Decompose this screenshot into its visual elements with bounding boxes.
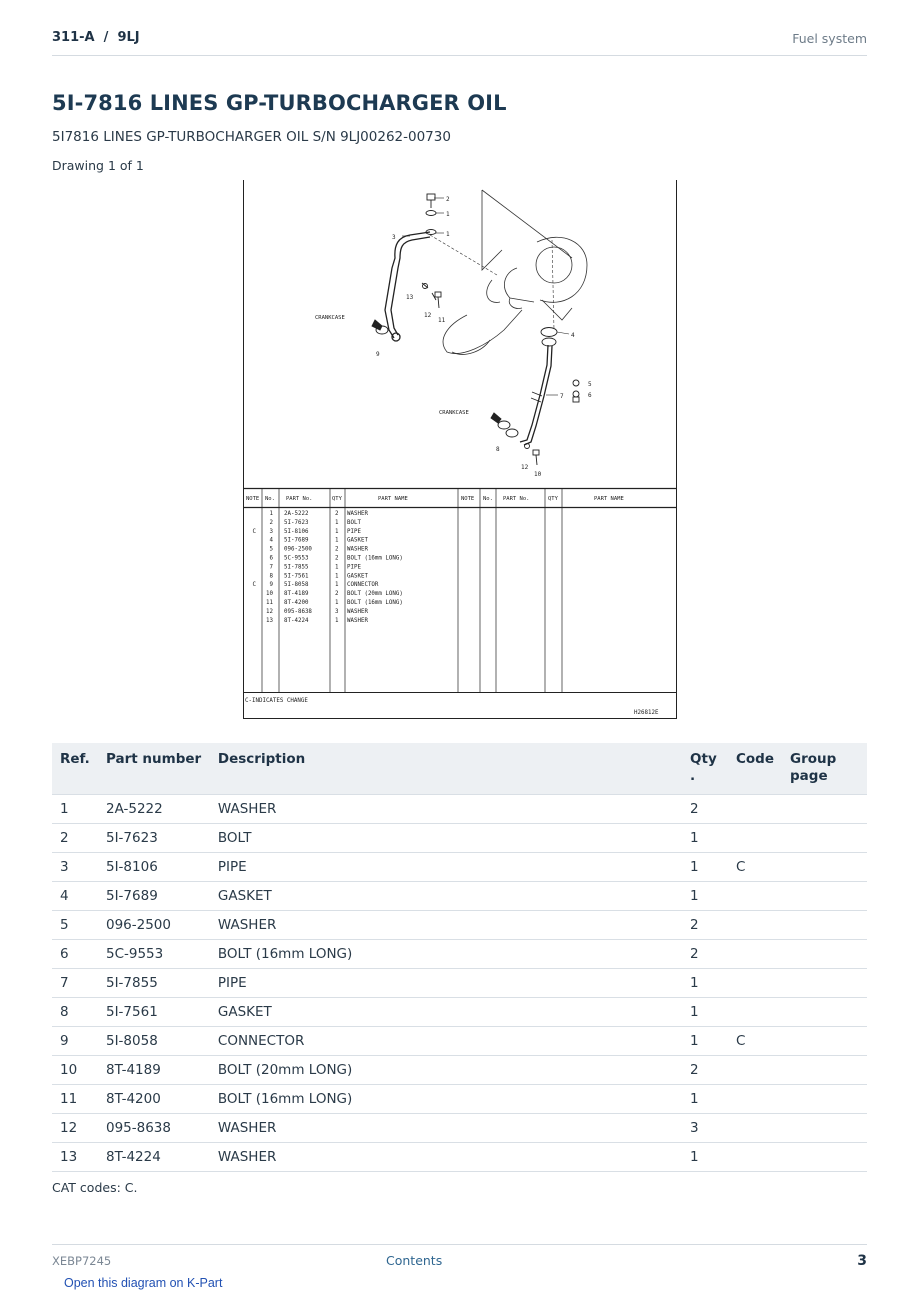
description-cell: BOLT (20mm LONG) xyxy=(210,1056,682,1085)
page-number: 3 xyxy=(857,1253,867,1269)
drawing-row-name: GASKET xyxy=(347,573,368,580)
ref-cell: 13 xyxy=(52,1143,98,1172)
document-code: XEBP7245 xyxy=(52,1254,112,1268)
ref-cell: 5 xyxy=(52,911,98,940)
open-k-part-link[interactable]: Open this diagram on K-Part xyxy=(64,1276,223,1290)
drawing-row-qty: 1 xyxy=(335,600,339,606)
drawing-row-name: GASKET xyxy=(347,537,368,544)
code-cell xyxy=(728,998,782,1027)
group-page-cell xyxy=(782,1027,867,1056)
page-footer xyxy=(52,1244,867,1274)
ref-cell: 3 xyxy=(52,853,98,882)
drawing-row-part: 5I-8106 xyxy=(284,528,309,535)
part-number-cell: 8T-4200 xyxy=(98,1085,210,1114)
contents-link[interactable]: Contents xyxy=(386,1253,443,1268)
drawing-row-qty: 2 xyxy=(335,555,339,562)
parts-table-body xyxy=(52,795,867,1172)
table-row xyxy=(52,969,867,998)
ref-cell: 7 xyxy=(52,969,98,998)
parts-diagram[interactable] xyxy=(242,180,678,723)
model-label: 311-A / 9LJ xyxy=(52,30,140,45)
drawing-row-name: PIPE xyxy=(347,564,361,571)
table-row xyxy=(52,940,867,969)
part-number-cell: 8T-4189 xyxy=(98,1056,210,1085)
group-page-cell xyxy=(782,824,867,853)
callout-12a: 12 xyxy=(424,312,432,319)
drawing-row-note: C xyxy=(252,528,256,535)
drawing-row-no: 13 xyxy=(266,617,273,624)
drawing-row-no: 7 xyxy=(269,564,273,571)
callout-9: 9 xyxy=(376,351,380,358)
part-number-cell: 8T-4224 xyxy=(98,1143,210,1172)
code-cell: C xyxy=(728,853,782,882)
part-number-cell: 096-2500 xyxy=(98,911,210,940)
description-cell: BOLT xyxy=(210,824,682,853)
qty-cell: 1 xyxy=(682,824,728,853)
part-number-cell: 5I-7561 xyxy=(98,998,210,1027)
code-cell xyxy=(728,969,782,998)
code-cell xyxy=(728,1143,782,1172)
hdr-qty-left: QTY xyxy=(332,496,342,502)
group-page-cell xyxy=(782,1143,867,1172)
part-number-cell: 5I-7623 xyxy=(98,824,210,853)
qty-cell: 2 xyxy=(682,911,728,940)
part-number-cell: 5I-7689 xyxy=(98,882,210,911)
description-cell: WASHER xyxy=(210,795,682,824)
drawing-row-qty: 2 xyxy=(335,511,339,517)
group-page-cell xyxy=(782,969,867,998)
header-description: Description xyxy=(217,751,306,767)
drawing-row-no: 8 xyxy=(269,573,273,580)
drawing-row-part: 2A-5222 xyxy=(284,511,309,517)
callout-3: 3 xyxy=(392,234,396,241)
table-row xyxy=(52,824,867,853)
ref-cell: 10 xyxy=(52,1056,98,1085)
drawing-row-part: 8T-4189 xyxy=(284,591,309,598)
qty-cell: 2 xyxy=(682,940,728,969)
header-ref: Ref. xyxy=(60,751,90,767)
description-cell: GASKET xyxy=(210,882,682,911)
group-page-cell xyxy=(782,1114,867,1143)
table-row xyxy=(52,998,867,1027)
group-page-cell xyxy=(782,998,867,1027)
hdr-name-right: PART NAME xyxy=(594,496,624,502)
description-cell: PIPE xyxy=(210,853,682,882)
drawing-row-no: 12 xyxy=(266,608,273,615)
drawing-row-part: 8T-4224 xyxy=(284,617,309,624)
group-page-cell xyxy=(782,940,867,969)
callout-7: 7 xyxy=(560,393,564,400)
drawing-row-name: WASHER xyxy=(347,546,368,553)
drawing-row-part: 5I-7623 xyxy=(284,519,309,526)
ref-cell: 1 xyxy=(52,795,98,824)
group-page-cell xyxy=(782,1056,867,1085)
table-row xyxy=(52,1085,867,1114)
part-number-cell: 5I-8058 xyxy=(98,1027,210,1056)
hdr-qty-right: QTY xyxy=(548,496,558,502)
drawing-row-name: BOLT (16mm LONG) xyxy=(347,555,403,562)
drawing-row-no: 5 xyxy=(269,546,273,553)
qty-cell: 1 xyxy=(682,969,728,998)
ref-cell: 4 xyxy=(52,882,98,911)
code-cell xyxy=(728,824,782,853)
hdr-partno-left: PART No. xyxy=(286,496,313,502)
description-cell: PIPE xyxy=(210,969,682,998)
ref-cell: 6 xyxy=(52,940,98,969)
qty-cell: 1 xyxy=(682,853,728,882)
description-cell: CONNECTOR xyxy=(210,1027,682,1056)
code-cell xyxy=(728,1085,782,1114)
qty-cell: 3 xyxy=(682,1114,728,1143)
drawing-row-name: WASHER xyxy=(347,608,368,615)
hdr-no-right: No. xyxy=(483,496,493,502)
drawing-row-qty: 1 xyxy=(335,573,339,580)
drawing-row-qty: 2 xyxy=(335,546,339,553)
part-number-cell: 5I-7855 xyxy=(98,969,210,998)
drawing-row-qty: 1 xyxy=(335,617,339,624)
description-cell: BOLT (16mm LONG) xyxy=(210,1085,682,1114)
callout-12b: 12 xyxy=(521,464,529,471)
ref-cell: 12 xyxy=(52,1114,98,1143)
header-code: Code xyxy=(736,751,775,767)
drawing-row-no: 9 xyxy=(269,582,273,589)
part-number-cell: 5I-8106 xyxy=(98,853,210,882)
group-page-cell xyxy=(782,882,867,911)
hdr-partno-right: PART No. xyxy=(503,496,530,502)
change-note: C-INDICATES CHANGE xyxy=(245,698,308,704)
drawing-row-part: 096-2500 xyxy=(284,546,312,553)
page-header xyxy=(52,28,867,56)
group-page-cell xyxy=(782,1085,867,1114)
header-qty: Qty . xyxy=(690,751,717,784)
table-row xyxy=(52,1056,867,1085)
code-cell xyxy=(728,940,782,969)
header-group-page: Group page xyxy=(790,751,837,784)
drawing-row-part: 5I-7561 xyxy=(284,573,309,580)
drawing-row-part: 5C-9553 xyxy=(284,555,309,562)
group-page-cell xyxy=(782,911,867,940)
parts-table xyxy=(52,743,867,1172)
qty-cell: 2 xyxy=(682,795,728,824)
drawing-row-qty: 1 xyxy=(335,528,339,535)
cat-codes: CAT codes: C. xyxy=(52,1180,138,1195)
section-label: Fuel system xyxy=(792,31,867,46)
page-subtitle: 5I7816 LINES GP-TURBOCHARGER OIL S/N 9LJ00262-00730 xyxy=(52,129,451,145)
table-row xyxy=(52,882,867,911)
callout-10: 10 xyxy=(534,471,542,478)
hdr-note-left: NOTE xyxy=(246,496,260,502)
callout-11: 11 xyxy=(438,317,446,324)
table-row xyxy=(52,795,867,824)
callout-5: 5 xyxy=(588,381,592,388)
drawing-row-name: CONNECTOR xyxy=(347,582,379,589)
ref-cell: 9 xyxy=(52,1027,98,1056)
drawing-row-qty: 2 xyxy=(335,591,339,598)
part-number-cell: 095-8638 xyxy=(98,1114,210,1143)
description-cell: WASHER xyxy=(210,1114,682,1143)
drawing-id: H26812E xyxy=(634,710,659,716)
drawing-row-qty: 1 xyxy=(335,582,339,589)
code-cell xyxy=(728,911,782,940)
ref-cell: 8 xyxy=(52,998,98,1027)
drawing-row-no: 4 xyxy=(269,537,273,544)
drawing-row-no: 3 xyxy=(269,528,273,535)
drawing-row-no: 11 xyxy=(266,600,273,606)
code-cell xyxy=(728,795,782,824)
page-title: 5I-7816 LINES GP-TURBOCHARGER OIL xyxy=(52,91,507,115)
callout-8: 8 xyxy=(496,446,500,453)
description-cell: GASKET xyxy=(210,998,682,1027)
drawing-row-no: 1 xyxy=(269,511,273,517)
drawing-row-qty: 1 xyxy=(335,564,339,571)
drawing-row-name: BOLT (20mm LONG) xyxy=(347,591,403,598)
code-cell xyxy=(728,1056,782,1085)
ref-cell: 11 xyxy=(52,1085,98,1114)
qty-cell: 2 xyxy=(682,1056,728,1085)
qty-cell: 1 xyxy=(682,882,728,911)
table-row xyxy=(52,1027,867,1056)
drawing-row-no: 10 xyxy=(266,591,273,598)
drawing-row-part: 8T-4200 xyxy=(284,600,309,606)
table-header-row xyxy=(52,743,867,795)
description-cell: BOLT (16mm LONG) xyxy=(210,940,682,969)
ref-cell: 2 xyxy=(52,824,98,853)
drawing-count: Drawing 1 of 1 xyxy=(52,158,144,173)
drawing-row-qty: 3 xyxy=(335,608,339,615)
table-row xyxy=(52,853,867,882)
drawing-row-name: BOLT (16mm LONG) xyxy=(347,600,403,606)
drawing-row-name: BOLT xyxy=(347,519,361,526)
drawing-row-part: 095-8638 xyxy=(284,608,312,615)
hdr-name-left: PART NAME xyxy=(378,496,408,502)
qty-cell: 1 xyxy=(682,998,728,1027)
crankcase-label-lower: CRANKCASE xyxy=(439,410,469,416)
part-number-cell: 2A-5222 xyxy=(98,795,210,824)
code-cell xyxy=(728,1114,782,1143)
description-cell: WASHER xyxy=(210,911,682,940)
qty-cell: 1 xyxy=(682,1085,728,1114)
drawing-row-qty: 1 xyxy=(335,537,339,544)
header-part-number: Part number xyxy=(105,751,202,767)
drawing-row-no: 2 xyxy=(269,519,273,526)
drawing-row-part: 5I-7689 xyxy=(284,537,309,544)
code-cell xyxy=(728,882,782,911)
table-row xyxy=(52,1114,867,1143)
table-row xyxy=(52,1143,867,1172)
group-page-cell xyxy=(782,853,867,882)
code-cell: C xyxy=(728,1027,782,1056)
drawing-row-note: C xyxy=(252,582,256,589)
callout-1a: 1 xyxy=(446,211,450,218)
table-row xyxy=(52,911,867,940)
group-page-cell xyxy=(782,795,867,824)
hdr-no-left: No. xyxy=(265,496,275,502)
drawing-row-no: 6 xyxy=(269,555,273,562)
callout-1b: 1 xyxy=(446,231,450,238)
description-cell: WASHER xyxy=(210,1143,682,1172)
drawing-row-part: 5I-8058 xyxy=(284,582,309,589)
part-number-cell: 5C-9553 xyxy=(98,940,210,969)
callout-2: 2 xyxy=(446,196,450,203)
hdr-note-right: NOTE xyxy=(461,496,475,502)
drawing-row-qty: 1 xyxy=(335,519,339,526)
callout-13: 13 xyxy=(406,294,414,301)
drawing-row-part: 5I-7855 xyxy=(284,564,309,571)
drawing-row-name: WASHER xyxy=(347,617,368,624)
callout-6: 6 xyxy=(588,392,592,399)
drawing-row-name: PIPE xyxy=(347,528,361,535)
crankcase-label-upper: CRANKCASE xyxy=(315,315,345,321)
callout-4: 4 xyxy=(571,332,575,339)
drawing-row-name: WASHER xyxy=(347,511,368,517)
qty-cell: 1 xyxy=(682,1027,728,1056)
qty-cell: 1 xyxy=(682,1143,728,1172)
